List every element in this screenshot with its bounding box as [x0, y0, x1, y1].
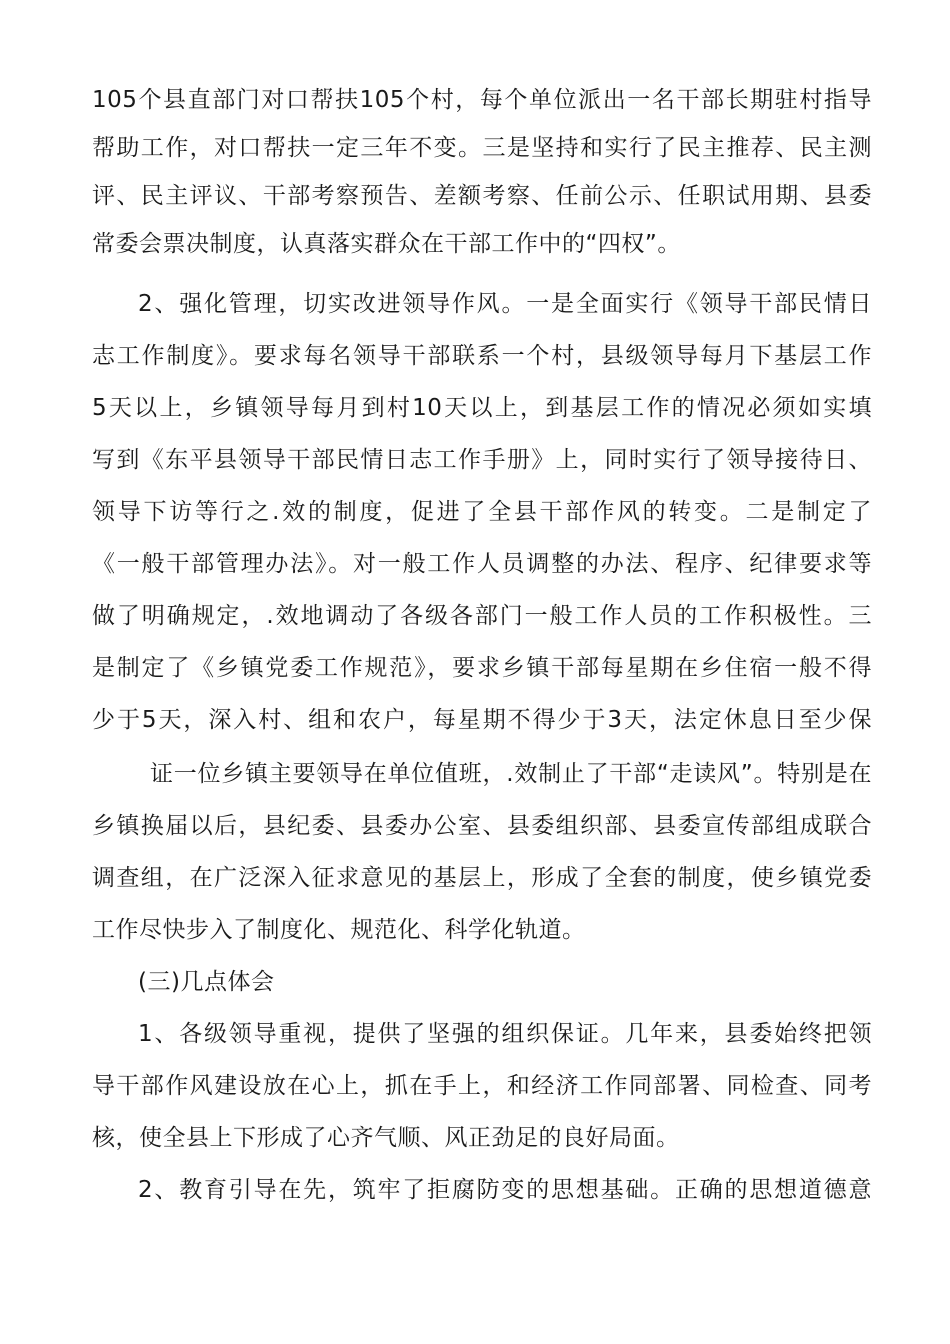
text-line: 写到《东平县领导干部民情日志工作手册》上，同时实行了领导接待日、: [92, 447, 872, 473]
text-line: 导干部作风建设放在心上，抓在手上，和经济工作同部署、同检查、同考: [92, 1073, 872, 1099]
text-line: 5天以上，乡镇领导每月到村10天以上，到基层工作的情况必须如实填: [92, 395, 872, 421]
text-line: 志工作制度》。要求每名领导干部联系一个村，县级领导每月下基层工作: [92, 343, 872, 369]
text-line: 105个县直部门对口帮扶105个村，每个单位派出一名干部长期驻村指导: [92, 87, 872, 113]
text-line: 2、强化管理，切实改进领导作风。一是全面实行《领导干部民情日: [138, 291, 872, 317]
text-line: 工作尽快步入了制度化、规范化、科学化轨道。: [92, 917, 586, 943]
text-line: 评、民主评议、干部考察预告、差额考察、任前公示、任职试用期、县委: [92, 183, 872, 209]
text-line: 做了明确规定，.效地调动了各级各部门一般工作人员的工作积极性。三: [92, 603, 872, 629]
text-line: 常委会票决制度，认真落实群众在干部工作中的“四权”。: [92, 231, 681, 257]
text-line: 调查组，在广泛深入征求意见的基层上，形成了全套的制度，使乡镇党委: [92, 865, 872, 891]
section-heading: (三)几点体会: [138, 969, 275, 995]
text-line: 《一般干部管理办法》。对一般工作人员调整的办法、程序、纪律要求等: [92, 551, 872, 577]
text-line: 证一位乡镇主要领导在单位值班，.效制止了干部“走读风”。特别是在: [150, 761, 872, 787]
text-line: 领导下访等行之.效的制度，促进了全县干部作风的转变。二是制定了: [92, 499, 872, 525]
text-line: 是制定了《乡镇党委工作规范》，要求乡镇干部每星期在乡住宿一般不得: [92, 655, 872, 681]
text-line: 核，使全县上下形成了心齐气顺、风正劲足的良好局面。: [92, 1125, 680, 1151]
text-line: 乡镇换届以后，县纪委、县委办公室、县委组织部、县委宣传部组成联合: [92, 813, 872, 839]
text-line: 少于5天，深入村、组和农户，每星期不得少于3天，法定休息日至少保: [92, 707, 872, 733]
text-line: 1、各级领导重视，提供了坚强的组织保证。几年来，县委始终把领: [138, 1021, 872, 1047]
text-line: 2、教育引导在先，筑牢了拒腐防变的思想基础。正确的思想道德意: [138, 1177, 872, 1203]
text-line: 帮助工作，对口帮扶一定三年不变。三是坚持和实行了民主推荐、民主测: [92, 135, 872, 161]
